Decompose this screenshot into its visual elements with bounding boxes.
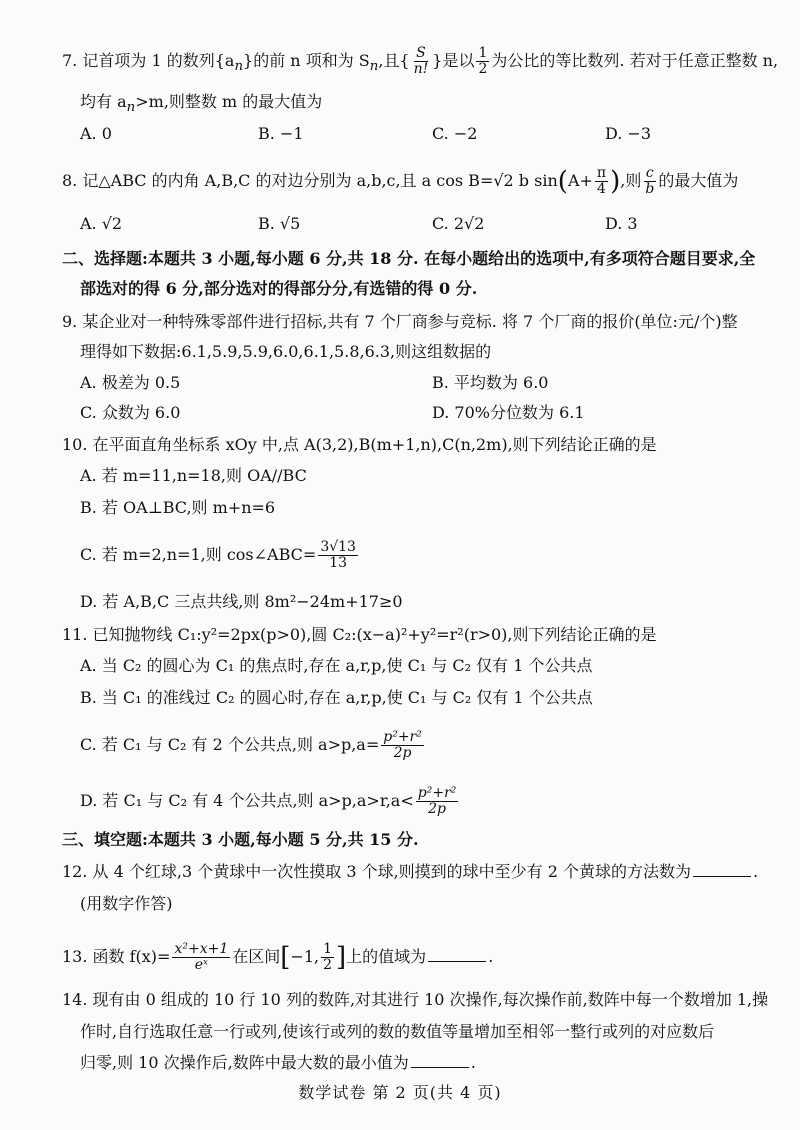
q9-option-c: C. 众数为 6.0 bbox=[80, 403, 181, 422]
q11-frac-c: $\frac{\text{p²+r²}}{2p}$ bbox=[383, 729, 422, 761]
q13-answer-blank[interactable] bbox=[428, 947, 486, 962]
q8-frac-cb: $\frac{c}{b}$ bbox=[645, 165, 655, 197]
q8-line1: 8. 记△ABC 的内角 A,B,C 的对边分别为 a,b,c,且 a cos B=√2 b sin(A+ $\frac{\pi}{4}$ ),则 $\frac{c}{b}$ 的最大值为 bbox=[62, 165, 739, 197]
q9-line2: 理得如下数据:6.1,5.9,5.9,6.0,6.1,5.8,6.3,则这组数据的 bbox=[80, 342, 492, 361]
q14-answer-blank[interactable] bbox=[411, 1053, 469, 1068]
page-footer: 数学试卷 第 2 页(共 4 页) bbox=[298, 1083, 502, 1102]
q13-line: 13. 函数 f(x)= $\frac{\text{x²+x+1}}{\text{eˣ}}$ 在区间[−1, $\frac{1}{2}$ ]上的值域为 . bbox=[62, 941, 494, 973]
q8-option-c: C. 2√2 bbox=[432, 214, 485, 233]
q8-option-b: B. √5 bbox=[258, 214, 301, 233]
section2-heading-line1: 二、选择题:本题共 3 小题,每小题 6 分,共 18 分. 在每小题给出的选项中,有多项符合题目要求,全 bbox=[62, 249, 756, 268]
q7-frac-half: $\frac{1}{2}$ bbox=[478, 45, 488, 77]
q7-text-c: ,且{ bbox=[378, 51, 410, 70]
q7-text-e: 为公比的等比数列. 若对于任意正整数 n, bbox=[491, 51, 779, 70]
q7-text-a: 7. 记首项为 1 的数列{a bbox=[62, 51, 235, 70]
q11-option-d: D. 若 C₁ 与 C₂ 有 4 个公共点,则 a>p,a>r,a< $\frac{\text{p²+r²}}{2p}$ bbox=[80, 785, 457, 817]
q12-answer-blank[interactable] bbox=[693, 862, 751, 877]
q9-option-d: D. 70%分位数为 6.1 bbox=[432, 403, 585, 422]
q7-frac-sn: $\frac{S}{n!}$ bbox=[413, 45, 429, 77]
q13-frac: $\frac{\text{x²+x+1}}{\text{eˣ}}$ bbox=[174, 941, 229, 973]
q11-option-a: A. 当 C₂ 的圆心为 C₁ 的焦点时,存在 a,r,p,使 C₁ 与 C₂ 仅有 1 个公共点 bbox=[80, 656, 593, 675]
q10-line1: 10. 在平面直角坐标系 xOy 中,点 A(3,2),B(m+1,n),C(n,2m),则下列结论正确的是 bbox=[62, 435, 657, 454]
q7-line2: 均有 $a_n>m$,则整数 m 的最大值为 bbox=[80, 92, 323, 116]
q12-line1: 12. 从 4 个红球,3 个黄球中一次性摸取 3 个球,则摸到的球中至少有 2 个黄球的方法数为 . bbox=[62, 862, 759, 881]
q7-sub2: n bbox=[369, 59, 379, 75]
q10-option-d: D. 若 A,B,C 三点共线,则 8m²−24m+17≥0 bbox=[80, 592, 403, 611]
q8-frac-pi: $\frac{\pi}{4}$ bbox=[596, 165, 607, 197]
q7-sub: n bbox=[234, 59, 244, 75]
q11-option-c: C. 若 C₁ 与 C₂ 有 2 个公共点,则 a>p,a= $\frac{\text{p²+r²}}{2p}$ bbox=[80, 729, 422, 761]
q10-option-a: A. 若 m=11,n=18,则 OA//BC bbox=[80, 466, 307, 485]
q14-line2: 作时,自行选取任意一行或列,使该行或列的数的数值等量增加至相邻一整行或列的对应数后 bbox=[80, 1022, 715, 1041]
q10-frac: $\frac{3√13}{13}$ bbox=[320, 539, 356, 571]
q14-line3: 归零,则 10 次操作后,数阵中最大数的最小值为 . bbox=[80, 1053, 476, 1072]
q7-option-d: D. −3 bbox=[605, 124, 652, 143]
q11-option-b: B. 当 C₁ 的准线过 C₂ 的圆心时,存在 a,r,p,使 C₁ 与 C₂ 仅有 1 个公共点 bbox=[80, 688, 593, 707]
q9-line1: 9. 某企业对一种特殊零部件进行招标,共有 7 个厂商参与竞标. 将 7 个厂商的报价(单位:元/个)整 bbox=[62, 312, 738, 331]
q9-option-a: A. 极差为 0.5 bbox=[80, 373, 181, 392]
section2-heading-line2: 部选对的得 6 分,部分选对的得部分分,有选错的得 0 分. bbox=[80, 279, 478, 298]
q7-line1 bbox=[62, 46, 778, 77]
q7-option-b: B. −1 bbox=[258, 124, 304, 143]
q7-text-d: }是以 bbox=[432, 51, 475, 70]
q10-option-b: B. 若 OA⊥BC,则 m+n=6 bbox=[80, 498, 276, 517]
q12-line2: (用数字作答) bbox=[80, 894, 173, 913]
q7-text-b: }的前 n 项和为 S bbox=[243, 51, 370, 70]
q8-option-d: D. 3 bbox=[605, 214, 638, 233]
q10-option-c: C. 若 m=2,n=1,则 cos∠ABC= $\frac{3√13}{13}$ bbox=[80, 539, 356, 571]
q9-option-b: B. 平均数为 6.0 bbox=[432, 373, 549, 392]
q7-option-c: C. −2 bbox=[432, 124, 478, 143]
q13-int-frac: $\frac{1}{2}$ bbox=[323, 941, 333, 973]
q11-frac-d: $\frac{\text{p²+r²}}{2p}$ bbox=[417, 785, 457, 817]
q7-option-a: A. 0 bbox=[80, 124, 112, 143]
q11-line1: 11. 已知抛物线 C₁:y²=2px(p>0),圆 C₂:(x−a)²+y²=r²(r>0),则下列结论正确的是 bbox=[62, 625, 657, 644]
section3-heading: 三、填空题:本题共 3 小题,每小题 5 分,共 15 分. bbox=[62, 830, 419, 849]
q8-option-a: A. √2 bbox=[80, 214, 123, 233]
q14-line1: 14. 现有由 0 组成的 10 行 10 列的数阵,对其进行 10 次操作,每次操作前,数阵中每一个数增加 1,操 bbox=[62, 990, 769, 1009]
